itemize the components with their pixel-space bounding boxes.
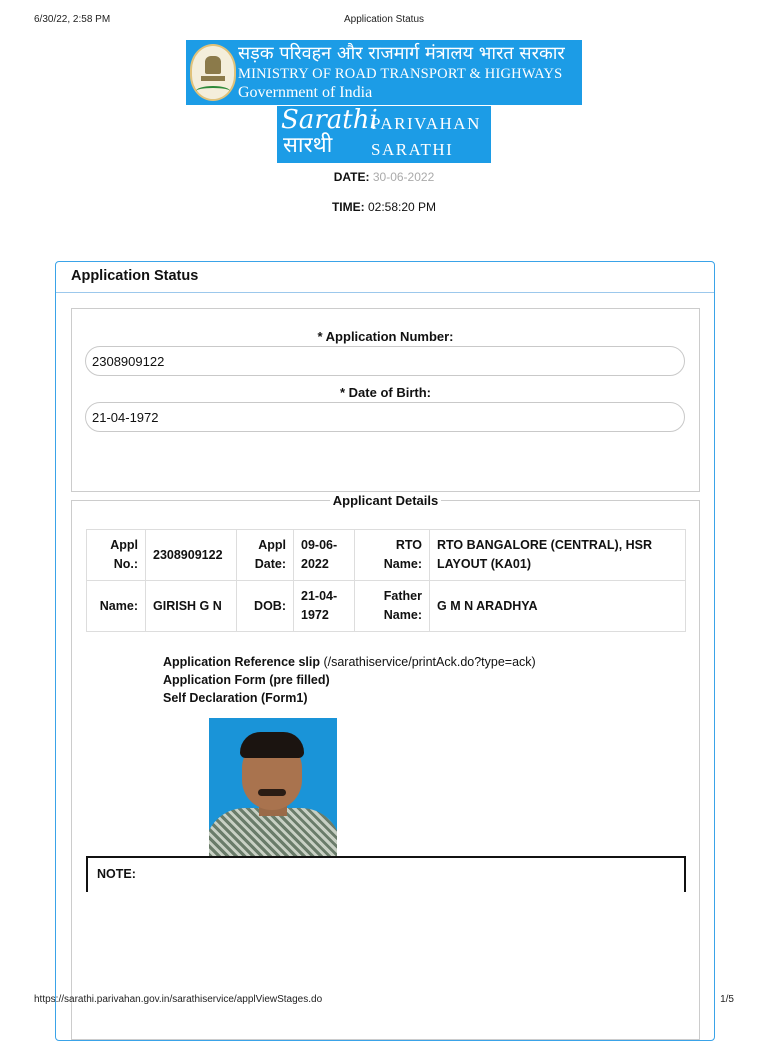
application-status-panel xyxy=(55,261,715,1041)
name-label: Name: xyxy=(87,581,146,632)
print-title: Application Status xyxy=(343,14,425,25)
appl-date-label: Appl Date: xyxy=(237,530,294,581)
sarathi-hindi-logo: सारथी xyxy=(283,133,333,158)
name-value: GIRISH G N xyxy=(146,581,237,632)
table-row xyxy=(87,581,686,632)
date-value: 30-06-2022 xyxy=(372,170,435,184)
date-label: DATE: xyxy=(333,170,370,184)
time-row xyxy=(0,200,768,214)
search-form xyxy=(71,308,700,492)
appl-no-value: 2308909122 xyxy=(146,530,237,581)
father-name-value: G M N ARADHYA xyxy=(430,581,686,632)
sarathi-script-logo: Sarathi xyxy=(281,105,378,135)
application-number-input[interactable] xyxy=(85,346,685,376)
ministry-title: MINISTRY OF ROAD TRANSPORT & HIGHWAYS xyxy=(238,66,563,82)
dob-label: DOB: xyxy=(237,581,294,632)
time-label: TIME: xyxy=(331,200,365,214)
panel-title: Application Status xyxy=(71,268,199,284)
print-datetime: 6/30/22, 2:58 PM xyxy=(34,14,111,25)
self-declaration-link[interactable]: Self Declaration (Form1) xyxy=(163,691,308,705)
sarathi-logo xyxy=(277,106,491,163)
father-name-label: Father Name: xyxy=(355,581,430,632)
applicant-details-table xyxy=(86,529,686,632)
print-url: https://sarathi.parivahan.gov.in/sarathiservice/applViewStages.do xyxy=(34,994,323,1005)
application-number-label: * Application Number: xyxy=(317,329,454,344)
panel-header xyxy=(56,262,714,293)
rto-name-label: RTO Name: xyxy=(355,530,430,581)
sarathi-wordmark: SARATHI xyxy=(371,140,454,159)
rto-name-value: RTO BANGALORE (CENTRAL), HSR LAYOUT (KA01) xyxy=(430,530,686,581)
national-emblem-icon xyxy=(190,44,236,101)
date-of-birth-label: * Date of Birth: xyxy=(340,385,431,400)
date-of-birth-input[interactable] xyxy=(85,402,685,432)
application-form-link[interactable]: Application Form (pre filled) xyxy=(163,673,330,687)
applicant-photo xyxy=(209,718,337,856)
appl-no-label: Appl No.: xyxy=(87,530,146,581)
table-row xyxy=(87,530,686,581)
document-links xyxy=(163,653,536,707)
time-value: 02:58:20 PM xyxy=(367,200,437,214)
applicant-details-fieldset xyxy=(71,493,700,1040)
applicant-details-legend xyxy=(72,492,699,510)
ministry-banner xyxy=(186,40,582,105)
note-label: NOTE: xyxy=(97,867,136,881)
ministry-hindi-title: सड़क परिवहन और राजमार्ग मंत्रालय भारत सरकार xyxy=(238,43,565,64)
dob-value: 21-04-1972 xyxy=(294,581,355,632)
applicant-details-title: Applicant Details xyxy=(330,493,441,508)
appl-date-value: 09-06-2022 xyxy=(294,530,355,581)
reference-slip-url: (/sarathiservice/printAck.do?type=ack) xyxy=(323,655,536,669)
reference-slip-row xyxy=(163,653,536,671)
government-title: Government of India xyxy=(238,84,373,101)
parivahan-wordmark: PARIVAHAN xyxy=(371,114,481,133)
print-page-number: 1/5 xyxy=(720,994,734,1005)
note-box xyxy=(86,856,686,892)
reference-slip-link[interactable]: Application Reference slip xyxy=(163,655,320,669)
date-row xyxy=(0,170,768,184)
